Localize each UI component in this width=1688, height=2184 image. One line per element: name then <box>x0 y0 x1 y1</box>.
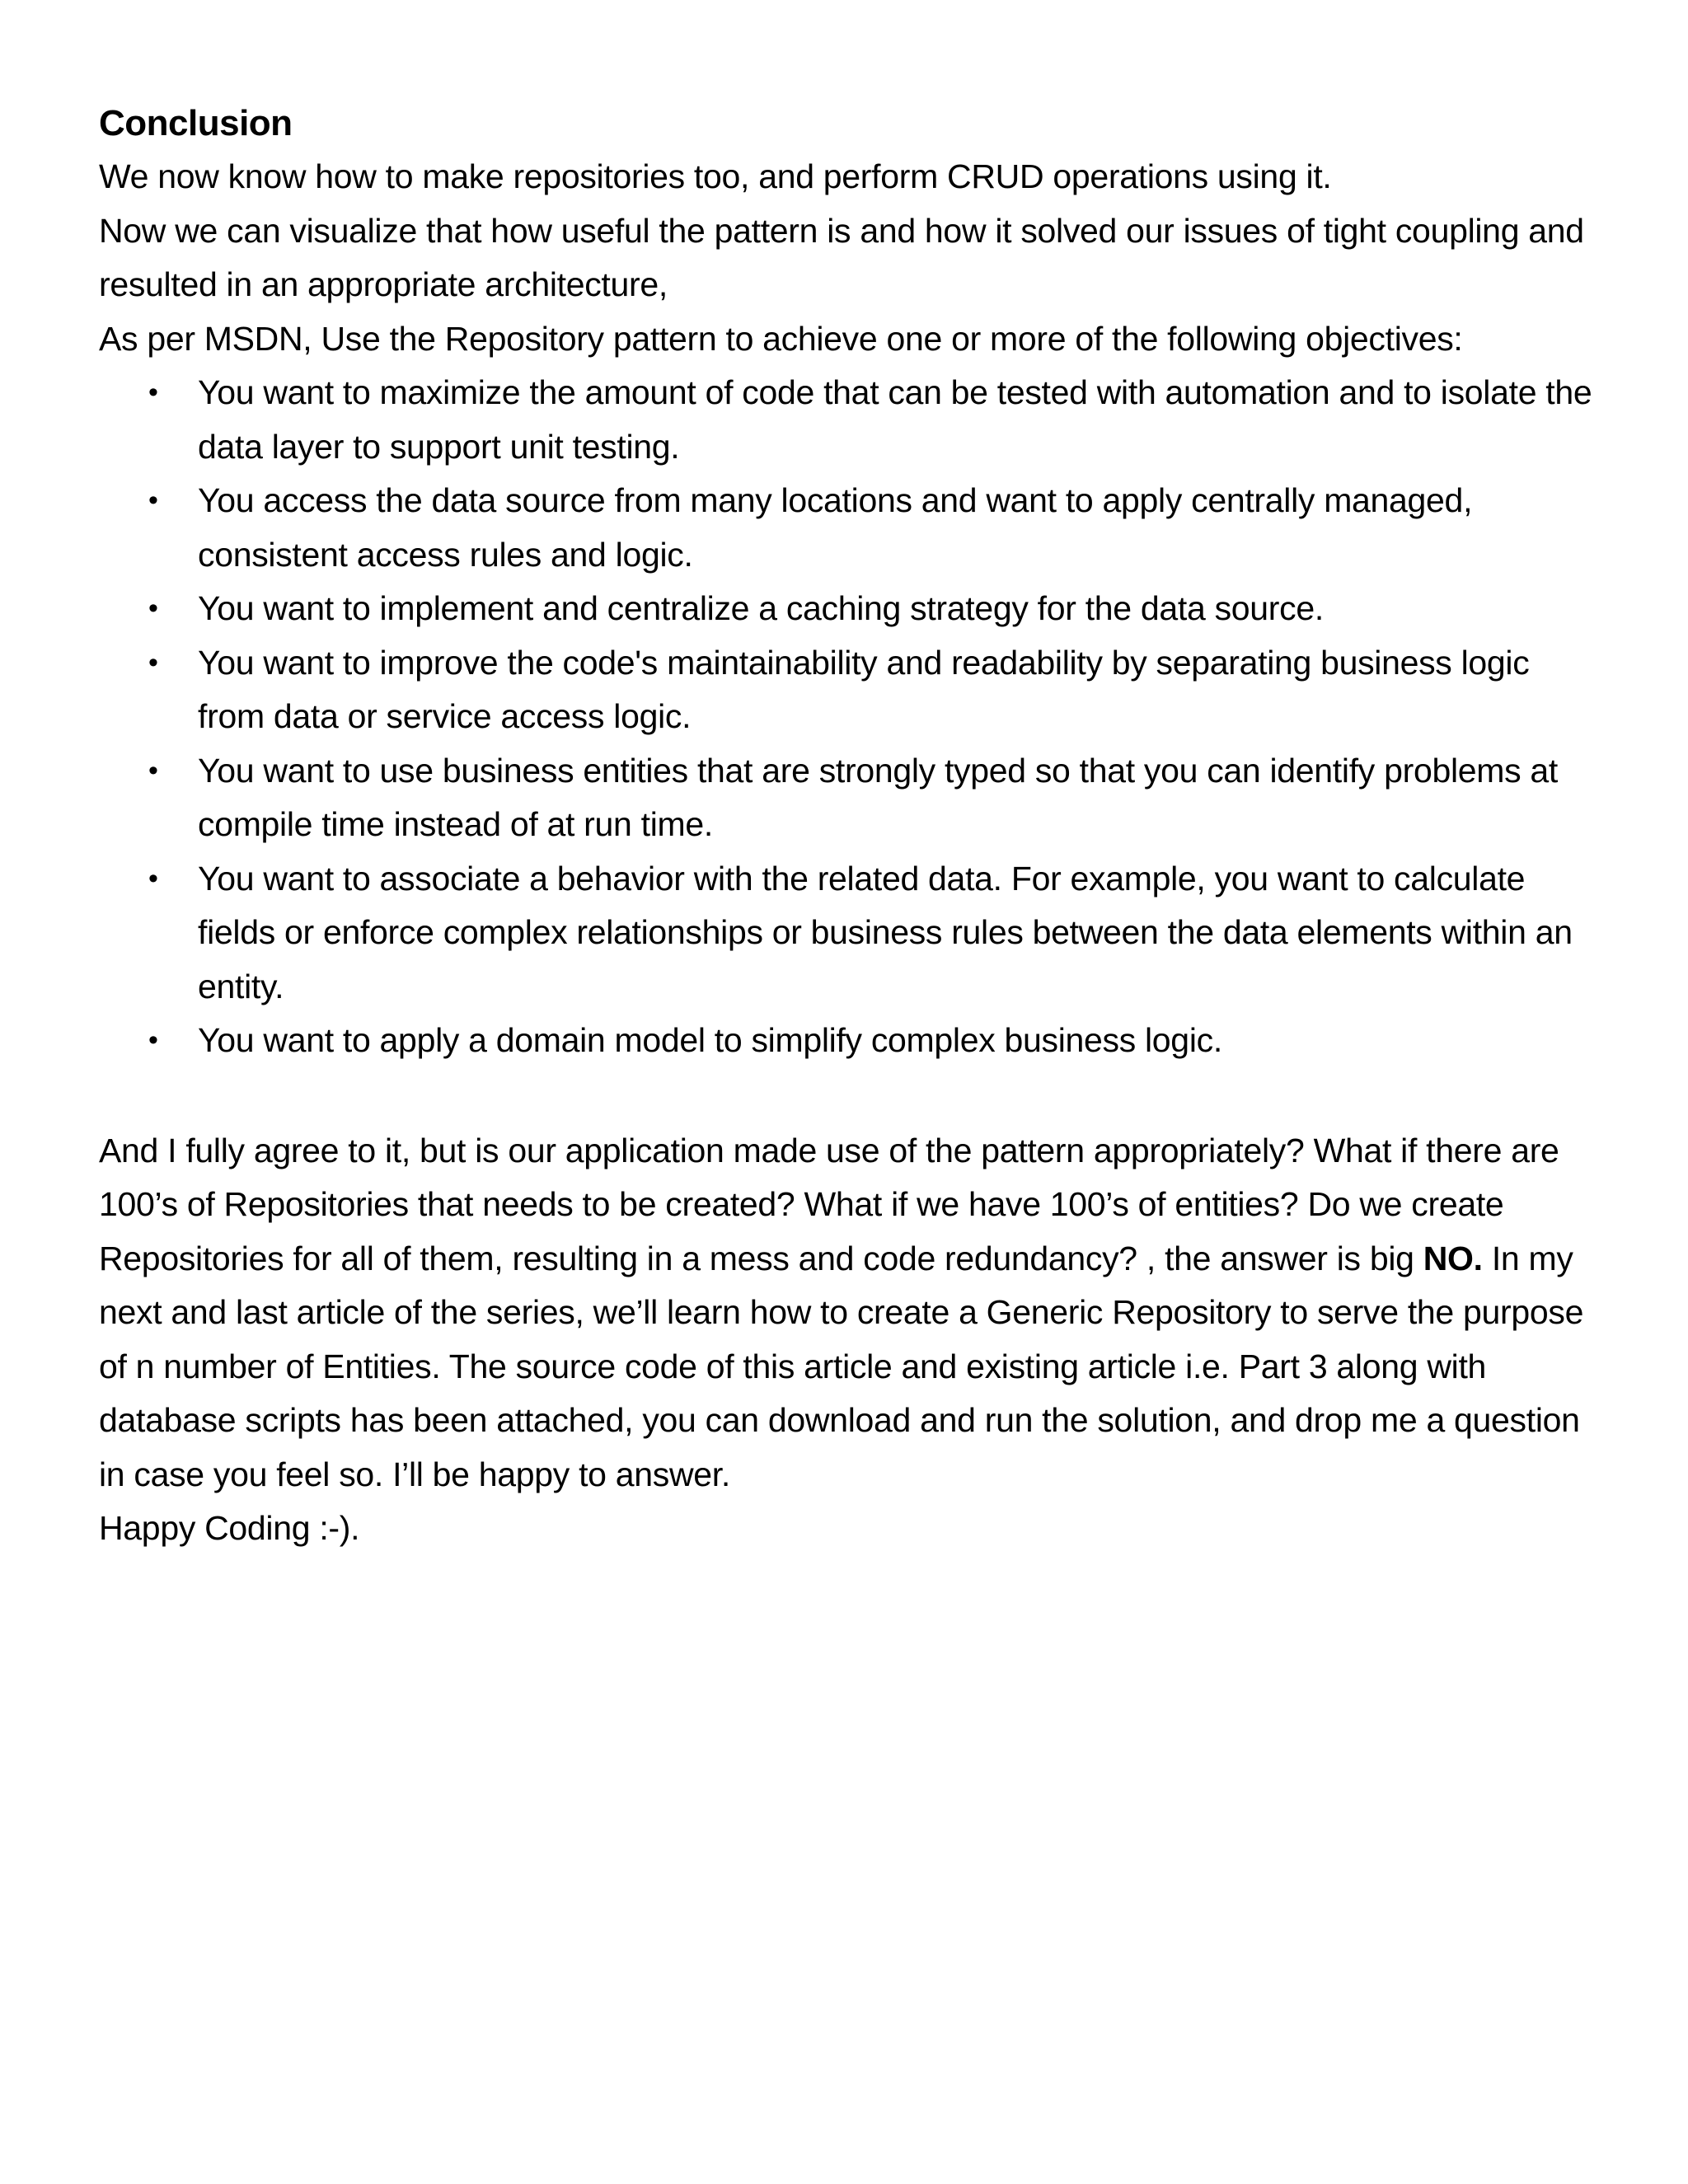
list-item <box>148 852 1599 1015</box>
bullet-icon: • <box>148 646 158 678</box>
closing-paragraph <box>99 1124 1599 1502</box>
list-item-text: You want to use business entities that are strongly typed so that you can identify problems at compile time instead of at run time. <box>198 751 1558 843</box>
list-item <box>148 744 1599 852</box>
list-item <box>148 474 1599 582</box>
list-item-text: You want to maximize the amount of code that can be tested with automation and to isolate the data layer to support unit testing. <box>198 373 1592 466</box>
document-page <box>99 97 1599 1556</box>
bullet-icon: • <box>148 593 158 624</box>
closing-text-end: In my next and last article of the series, we’ll learn how to create a Generic Repository to serve the purpose of n number of Entities. The source code of this article and existing article i.e. Part 3 along with database scripts has been attached, you can download and run the solution, and drop me a question in case you feel so. I’ll be happy to answer. <box>99 1239 1584 1493</box>
closing-emphasis: NO. <box>1423 1239 1483 1277</box>
closing-text-start: And I fully agree to it, but is our application made use of the pattern appropriately? What if there are 100’s of Repositories that needs to be created? What if we have 100’s of entities? Do we create Repositories for all of them, resulting in a mess and code redundancy? , the answer is big <box>99 1131 1559 1277</box>
objectives-list <box>99 366 1599 1068</box>
list-item-text: You want to improve the code's maintainability and readability by separating business logic from data or service access logic. <box>198 643 1530 735</box>
list-item-text: You want to apply a domain model to simplify complex business logic. <box>198 1021 1222 1059</box>
list-item-text: You want to implement and centralize a caching strategy for the data source. <box>198 589 1324 627</box>
section-heading: Conclusion <box>99 103 293 143</box>
bullet-icon: • <box>148 754 158 786</box>
list-item <box>148 636 1599 744</box>
paragraph-spacer <box>99 1068 1599 1124</box>
bullet-icon: • <box>148 1024 158 1056</box>
bullet-icon: • <box>148 485 158 516</box>
list-item <box>148 366 1599 474</box>
intro-line-2: Now we can visualize that how useful the pattern is and how it solved our issues of tight coupling and resulted in an appropriate architecture, <box>99 211 1584 303</box>
list-item <box>148 582 1599 636</box>
bullet-icon: • <box>148 862 158 894</box>
list-item-text: You want to associate a behavior with the related data. For example, you want to calculate fields or enforce complex relationships or business rules between the data elements within an entity. <box>198 859 1573 1005</box>
bullet-icon: • <box>148 377 158 408</box>
sign-off: Happy Coding :-). <box>99 1509 360 1547</box>
list-item-text: You access the data source from many locations and want to apply centrally managed, consistent access rules and logic. <box>198 481 1473 574</box>
list-item <box>148 1014 1599 1068</box>
intro-line-3: As per MSDN, Use the Repository pattern to achieve one or more of the following objectives: <box>99 319 1463 358</box>
intro-line-1: We now know how to make repositories too, and perform CRUD operations using it. <box>99 157 1332 195</box>
